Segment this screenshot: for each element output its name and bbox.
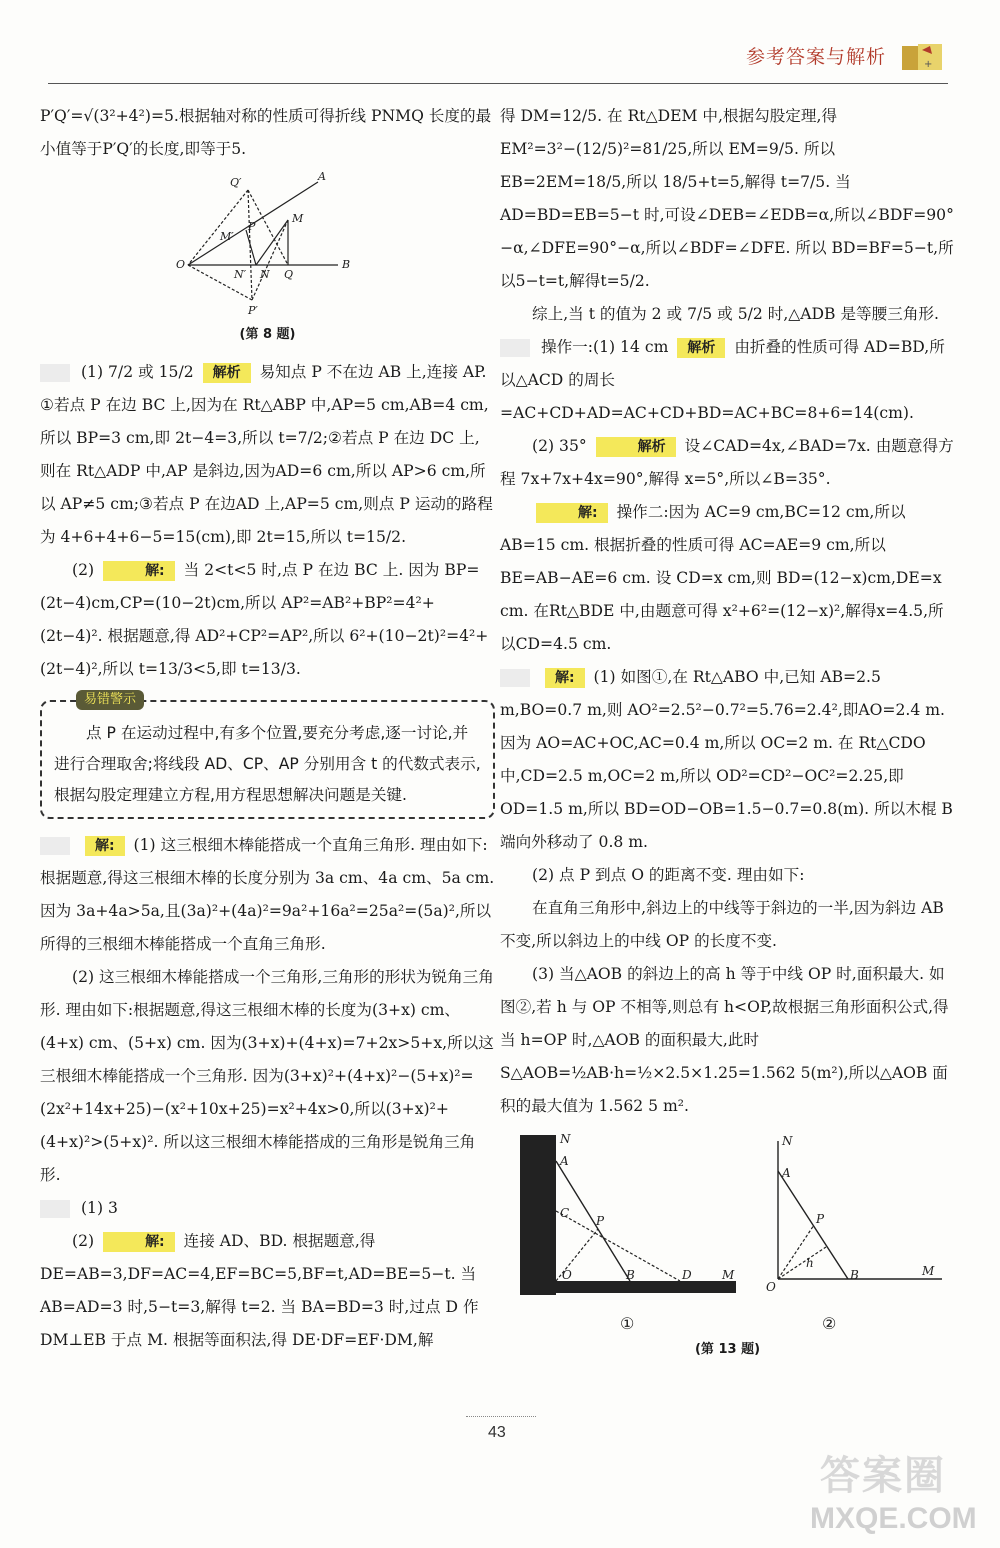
q10-part1: 解: (1) 这三根细木棒能搭成一个直角三角形. 理由如下:根据题意,得这三根细木棒的长度分别为 3a cm、4a cm、5a cm. 因为 3a+4a>5a,且(3a)²+(4a)²=9a²+16a²=25a²=(5a)²,所以所得的三根细木棒能搭成一个直角三角形. [40,836,495,953]
question-number-10 [40,837,70,855]
error-warning-box [40,692,495,819]
svg-text:P′: P′ [247,304,258,317]
figure-8 [168,170,368,320]
svg-text:Q: Q [283,268,293,281]
svg-text:B: B [341,258,350,271]
svg-text:O: O [766,1280,776,1294]
figure-13-diagram-2 [762,1131,952,1301]
svg-text:M: M [722,1268,735,1282]
q12-part3: 解: 操作二:因为 AC=9 cm,BC=12 cm,所以 AB=15 cm. 根据折叠的性质可得 AC=AE=9 cm,所以 BE=AB−AE=6 cm. 设 CD=x cm,则 BD=(12−x)cm,DE=x cm. 在Rt△BDE 中,由题意可得 x²+6²=(12−x)²,解得x=4.5,所以CD=4.5 cm. [500,503,944,653]
svg-text:B: B [850,1268,859,1282]
q10-part2: (2) 这三根细木棒能搭成一个三角形,三角形的形状为锐角三角形. 理由如下:根据题意,得这三根细木棒的长度为(3+x) cm、(4+x) cm、(5+x) cm. 因为(3+x)+(4+x)=7+2x>5+x,所以这三根细木棒能搭成一个三角形. 因为(3+x)²+(4+x)²−(5+x)²=(2x²+14x+25)−(x²+10x+25)=x²+4x>0,所以(3+x)²+(4+x)²>(5+x)². 所以这三根细木棒能搭成的三角形是锐角三角形. [40,968,494,1184]
q11-part2: (2) 解: 连接 AD、BD. 根据题意,得 DE=AB=3,DF=AC=4,EF=BC=5,BF=t,AD=BE=5−t. 当 AB=AD=3 时,5−t=3,解得 t=2. 当 BA=BD=3 时,过点 D 作 DM⊥EB 于点 M. 根据等面积法,得 DE·DF=EF·DM,解 [40,1232,479,1349]
figure-13-label-2: ② [822,1314,837,1333]
figure-13-caption: (第 13 题) [694,1342,761,1357]
figure-13-label-1: ① [620,1314,635,1333]
q9-part2: (2) 解: 当 2<t<5 时,点 P 在边 BC 上. 因为 BP=(2t−4)cm,CP=(10−2t)cm,所以 AP²=AB²+BP²=4²+(2t−4)². 根据题意,得 AD²+CP²=AP²,所以 6²+(10−2t)²=4²+(2t−4)²,所以 t=13/3<5,即 t=13/3. [40,561,489,678]
figure-13 [500,1131,955,1361]
header-rule [48,83,948,84]
question-number-11 [40,1200,70,1218]
page-number-decoration [466,1416,536,1417]
svg-text:O: O [175,258,185,271]
watermark-logo: 答案圈 [820,1453,946,1499]
svg-text:D: D [682,1268,692,1282]
q11-part1: (1) 3 [40,1192,495,1225]
question-number-12 [500,339,530,357]
svg-text:P: P [247,220,255,233]
svg-text:A: A [782,1166,791,1180]
svg-text:O: O [562,1268,572,1282]
svg-text:M: M [291,212,303,225]
q9-answer: (1) 7/2 或 15/2 [80,363,194,381]
svg-text:+: + [924,59,933,70]
page-number: 43 [488,1424,506,1441]
svg-text:N: N [560,1132,571,1146]
svg-text:N′: N′ [233,268,246,281]
q11-continued: 得 DM=12/5. 在 Rt△DEM 中,根据勾股定理,得 EM²=3²−(12/5)²=81/25,所以 EM=9/5. 所以 EB=2EM=18/5,所以 18/5+t=5,解得 t=7/5. 当 AD=BD=EB=5−t 时,可设∠DEB=∠EDB=α,所以∠BDF=90°−α,∠DFE=90°−α,所以∠BDF=∠DFE. 所以 BD=BF=5−t,所以5−t=t,解得t=5/2. [500,107,954,290]
figure-13-diagram-1 [518,1131,740,1301]
svg-text:P: P [816,1212,825,1226]
left-column [40,100,495,1357]
q11-conclusion: 综上,当 t 的值为 2 或 7/5 或 5/2 时,△ADB 是等腰三角形. [532,305,939,323]
left-paragraph-1: P′Q′=√(3²+4²)=5.根据轴对称的性质可得折线 PNMQ 长度的最小值等于P′Q′的长度,即等于5. [40,107,492,158]
solution-tag: 解: [103,561,175,581]
question-number-13 [500,669,530,687]
svg-text:M: M [922,1264,935,1278]
q13-part1: 解: (1) 如图①,在 Rt△ABO 中,已知 AB=2.5 m,BO=0.7 m,则 AO²=2.5²−0.7²=5.76=2.4²,即AO=2.4 m. 因为 AO=AC+OC,AC=0.4 m,所以 OC=2 m. 在 Rt△CDO 中,CD=2.5 m,OC=2 m,所以 OD²=CD²−OC²=2.25,即OD=1.5 m,所以 BD=OD−OB=1.5−0.7=0.8(m). 所以木棍 B 端向外移动了 0.8 m. [500,668,953,851]
error-warning-label: 易错警示 [76,690,144,710]
q9-part1 [40,356,495,554]
svg-text:N: N [782,1134,793,1148]
q12-part1: 操作一:(1) 14 cm 解析 由折叠的性质可得 AD=BD,所以△ACD 的周长=AC+CD+AD=AC+CD+BD=AC+BC=8+6=14(cm). [500,338,945,422]
svg-text:C: C [560,1206,570,1220]
q13-part2: (2) 点 P 到点 O 的距离不变. 理由如下: [532,866,805,884]
header-title: 参考答案与解析 [746,46,887,68]
svg-text:P: P [596,1214,605,1228]
svg-text:h: h [806,1256,814,1270]
figure-8-caption: (第 8 题) [239,327,296,342]
svg-text:A: A [560,1154,569,1168]
watermark-url: MXQE.COM [810,1502,977,1535]
analysis-tag: 解析 [203,363,251,383]
q9-analysis: 易知点 P 不在边 AB 上,连接 AP. ①若点 P 在边 BC 上,因为在 Rt△ABP 中,AP=5 cm,AB=4 cm,所以 BP=3 cm,即 2t−4=3,所以 t=7/2;②若点 P 在边 DC 上,则在 Rt△ADP 中,AP 是斜边,因为AD=6 cm,所以 AP>6 cm,所以 AP≠5 cm;③若点 P 在边AD 上,AP=5 cm,则点 P 运动的路程为 4+6+4+6−5=15(cm),即 2t=15,所以 t=15/2. [40,363,493,546]
svg-text:Q′: Q′ [229,176,242,189]
svg-text:N: N [259,268,270,281]
question-number-9 [40,364,70,382]
svg-text:B: B [626,1268,635,1282]
q13-part2-reason: 在直角三角形中,斜边上的中线等于斜边的一半,因为斜边 AB 不变,所以斜边上的中线 OP 的长度不变. [500,899,944,950]
error-warning-text: 点 P 在运动过程中,有多个位置,要充分考虑,逐一讨论,并进行合理取舍;将线段 AD、CP、AP 分别用含 t 的代数式表示,根据勾股定理建立方程,用方程思想解决问题是关键. [54,724,481,804]
book-logo-icon [900,40,946,74]
svg-text:A: A [317,170,326,183]
q13-part3: (3) 当△AOB 的斜边上的高 h 等于中线 OP 时,面积最大. 如图②,若 h 与 OP 不相等,则总有 h<OP,故根据三角形面积公式,得当 h=OP 时,△AOB 的面积最大,此时 S△AOB=½AB·h=½×2.5×1.25=1.562 5(m²),所以△AOB 面积的最大值为 1.562 5 m². [500,965,949,1115]
q12-part2: (2) 35° 解析 设∠CAD=4x,∠BAD=7x. 由题意得方程 7x+7x+4x=90°,解得 x=5°,所以∠B=35°. [500,437,954,488]
right-column [500,100,955,1361]
svg-text:M′: M′ [219,230,234,243]
